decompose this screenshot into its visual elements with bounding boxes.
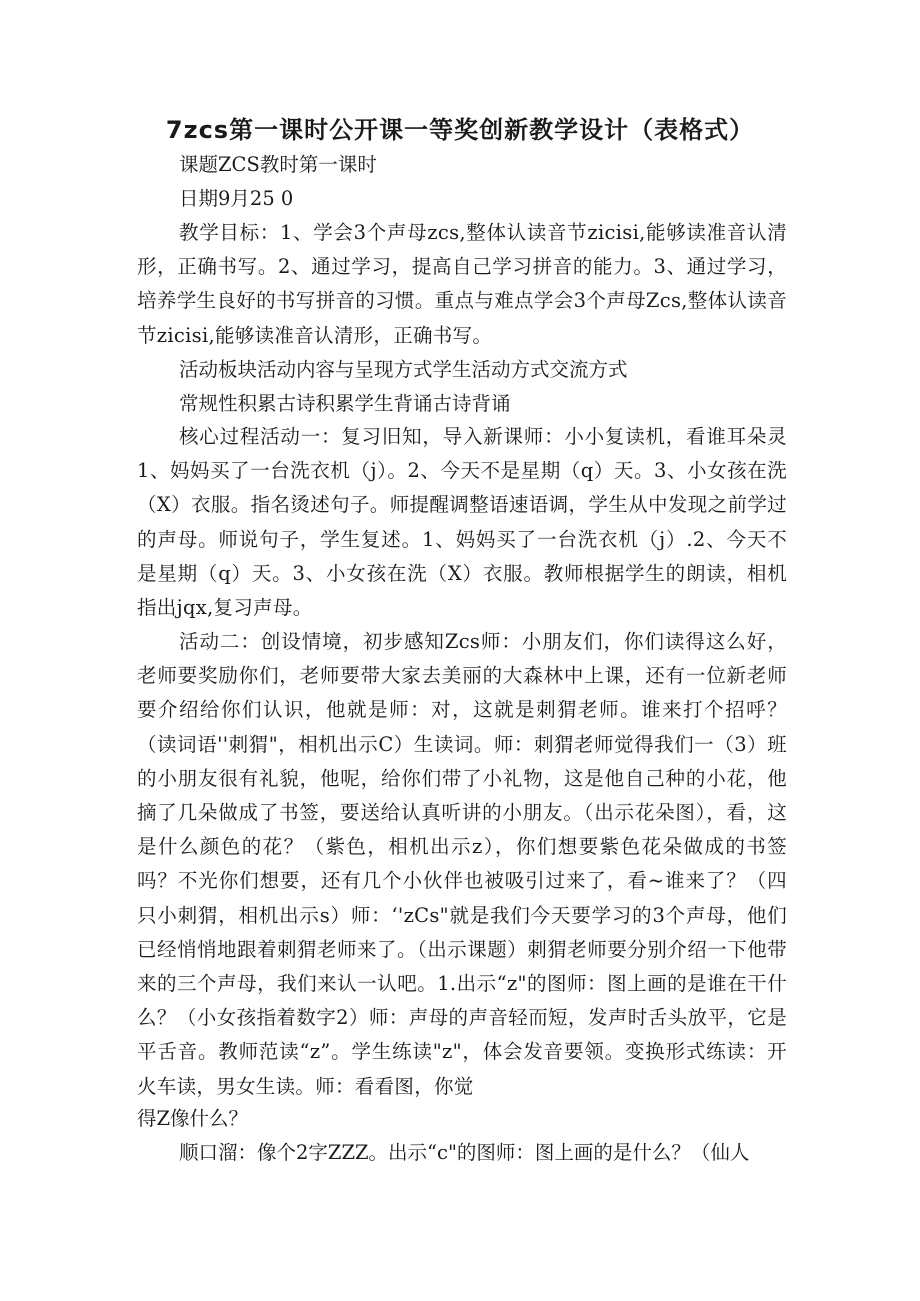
subject-line: 课题ZCS教时第一课时	[179, 153, 377, 176]
table-header-row: 活动板块活动内容与呈现方式学生活动方式交流方式	[179, 358, 628, 381]
routine-accumulation-row: 常规性积累古诗积累学生背诵古诗背诵	[179, 392, 511, 415]
rhyme-line: 顺口溜：像个2字ZZZ。出示“c"的图师：图上画的是什么？（仙人	[179, 1141, 750, 1164]
teaching-objectives-paragraph: 教学目标：1、学会3个声母zcs,整体认读音节zicisi,能够读准音认清形，正确书写。2、通过学习，提高自己学习拼音的能力。3、通过学习，培养学生良好的书写拼音的习惯。重点与难点学会3个声母Zcs,整体认读音节zicisi,能够读准音认清形，正确书写。	[137, 221, 787, 347]
activity-one-paragraph: 核心过程活动一：复习旧知，导入新课师：小小复读机，看谁耳朵灵1、妈妈买了一台洗衣机（j）。2、今天不是星期（q）天。3、小女孩在洗（X）衣服。指名烫述句子。师提醒调整语速语调，学生从中发现之前学过的声母。师说句子，学生复述。1、妈妈买了一台洗衣机（j）.2、今天不是星期（q）天。3、小女孩在洗（X）衣服。教师根据学生的朗读，相机指出jqx,复习声母。	[137, 425, 787, 620]
activity-two-tail: 得Z像什么？	[137, 1107, 249, 1130]
activity-two-paragraph: 活动二：创设情境，初步感知Zcs师：小朋友们，你们读得这么好，老师要奖励你们，老师要带大家去美丽的大森林中上课，还有一位新老师要介绍给你们认识，他就是师：对，这就是刺猬老师。谁来打个招呼？（读词语''刺猬"，相机出示C）生读词。师：刺猬老师觉得我们一（3）班的小朋友很有礼貌，他呢，给你们带了小礼物，这是他自己种的小花，他摘了几朵做成了书签，要送给认真听讲的小朋友。（出示花朵图），看，这是什么颜色的花？（紫色，相机出示z），你们想要紫色花朵做成的书签吗？不光你们想要，还有几个小伙伴也被吸引过来了，看~谁来了？（四只小刺猬，相机出示s）师：‘'zCs"就是我们今天要学习的3个声母，他们已经悄悄地跟着刺猬老师来了。（出示课题）刺猬老师要分别介绍一下他带来的三个声母，我们来认一认吧。1.出示“z"的图师：图上画的是谁在干什么？（小女孩指着数字2）师：声母的声音轻而短，发声时舌头放平，它是平舌音。教师范读“z”。学生练读"z"，体会发音要领。变换形式练读：开火车读，男女生读。师：看看图，你觉	[137, 630, 787, 1098]
document-title: 7zcs第一课时公开课一等奖创新教学设计（表格式）	[165, 116, 755, 144]
date-line: 日期9月25 0	[179, 187, 294, 210]
